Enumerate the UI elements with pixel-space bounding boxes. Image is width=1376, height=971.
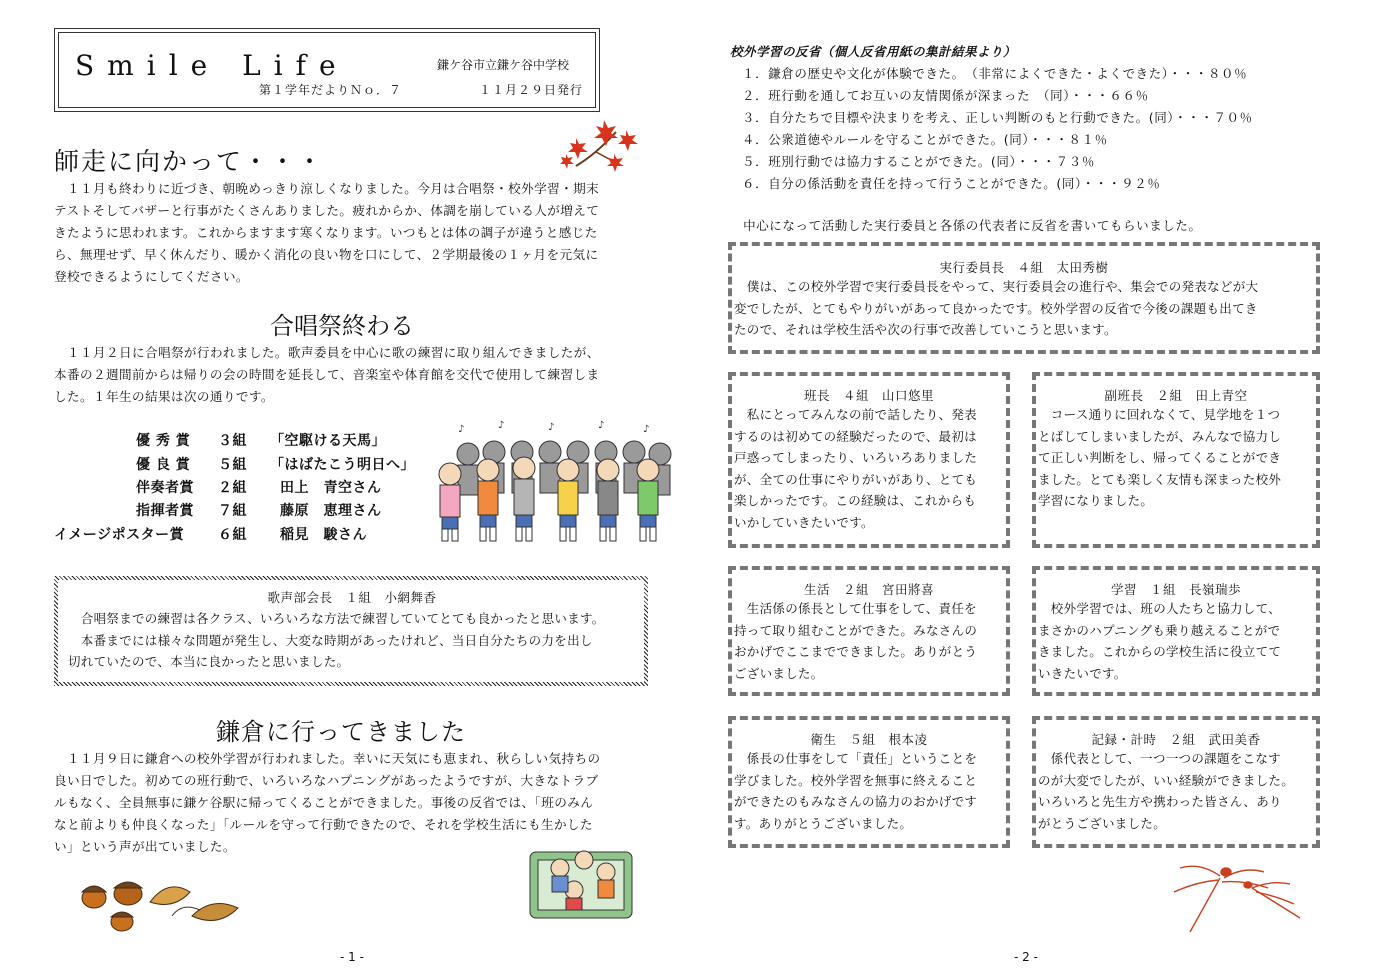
box-title: 実行委員長 ４組 太田秀樹 [939,260,1109,275]
page-number-right: - 2 - [1014,950,1038,964]
box-line: 係代表として、一つ一つの課題をこなす [1038,751,1281,766]
svg-text:♪: ♪ [548,422,555,433]
survey-intro: 中心になって活動した実行委員と各係の代表者に反省を書いてもらいました。 [730,218,1202,233]
award-detail: 「はばたこう明日へ」 [270,457,415,473]
award-detail: 田上 青空さん [280,480,382,496]
study-comment-box [1032,566,1320,696]
box-line: 学習になりました。 [1038,493,1154,508]
box-line: が、全ての仕事にやりがいがあり、とても [734,471,978,487]
box-body [68,608,636,673]
box-line: ございました。 [734,665,824,681]
article3-line: い」という声が出ていました。 [54,839,236,854]
box-line: 僕は、この校外学習で実行委員長をやって、実行委員会の進行や、集会での発表などが大 [734,279,1259,294]
box-line: のが大変でしたが、いい経験ができました。 [1038,772,1295,788]
box-line: 合唱祭までの練習は各クラス、いろいろな方法で練習していてとても良かったと思います。 [68,611,605,626]
article1-line: ら、無理せず、早く休んだり、暖かく消化の良い物を口にして、２学期最後の１ヶ月を元気に [54,247,599,262]
survey-item: ３．自分たちで目標や決まりを考え、正しい判断のもと行動できた。(同）・・・７０％ [742,110,1253,125]
acorns-leaves-illustration [72,872,244,936]
award-prize: 伴奏者賞 [136,480,194,496]
article2-line: した。１年生の結果は次の通りです。 [54,389,274,404]
box-line: ました。とても楽しく友情も深まった校外 [1038,471,1282,487]
box-line: いきたいです。 [1038,665,1127,681]
health-comment-box [728,716,1010,848]
box-body [1038,598,1314,684]
survey-item: １．鎌倉の歴史や文化が体験できた。 （非常によくできた・よくできた）・・・８０％ [742,66,1248,81]
article2-line: 本番の２週間前からは帰りの会の時間を延長して、音楽室や体育館を交代で使用して練習しま [54,367,600,382]
survey-item: ６．自分の係活動を責任を持って行うことができた。(同）・・・９２％ [742,176,1161,191]
box-line: とばしてしまいましたが、みんなで協力し [1038,428,1282,444]
box-body [734,598,1004,684]
award-class: ５組 [218,457,247,473]
box-line: いかしていきたいです。 [734,514,874,530]
article2-heading: 合唱祭終わる [270,312,414,340]
survey-heading: 校外学習の反省（個人反省用紙の集計結果より） [730,44,1017,59]
award-detail: 藤原 恵理さん [280,503,382,519]
svg-text:♪: ♪ [598,420,605,431]
issue-number: 第１学年だよりＮｏ．７ [259,83,403,97]
article2-body [54,342,654,408]
box-line: コース通りに回れなくて、見学地を１つ [1038,407,1281,422]
box-line: 私にとってみんなの前で話したり、発表 [734,407,977,422]
chorus-comment-box [54,576,648,686]
award-prize: イメージポスター賞 [54,527,185,543]
box-line: 学びました。校外学習を無事に終えること [734,772,978,788]
leader-comment-box [728,372,1010,548]
box-line: す。ありがとうございました。 [734,815,913,831]
newsletter-title: Smile Life [75,49,349,82]
article3-heading: 鎌倉に行ってきました [216,718,466,746]
box-line: 楽しかったです。この経験は、これからも [734,493,977,508]
chair-comment-box [728,242,1320,354]
students-train-illustration [528,836,634,920]
box-line: するのは初めての経験だったので、最初は [734,428,977,444]
box-line: 校外学習では、班の人たちと協力して、 [1038,601,1281,616]
subleader-comment-box [1032,372,1320,548]
article3-line: １１月９日に鎌倉への校外学習が行われました。幸いに天気にも恵まれ、秋らしい気持ちの [54,751,601,766]
box-title: 生活 ２組 宮田將喜 [803,582,934,597]
box-line: 生活係の係長として仕事をして、責任を [734,601,977,616]
survey-item: ５．班別行動では協力することができた。(同）・・・７３％ [742,154,1095,169]
article1-line: 登校できるようにしてください。 [54,269,249,284]
school-name: 鎌ケ谷市立鎌ケ谷中学校 [437,58,570,72]
box-line: 変でしたが、とてもやりがいがあって良かったです。校外学習の反省で今後の課題も出てき [734,300,1258,316]
award-prize: 優 良 賞 [136,457,191,473]
article2-line: １１月２日に合唱祭が行われました。歌声委員を中心に歌の練習に取り組んできましたが、 [54,345,600,360]
survey-item: ４．公衆道徳やルールを守ることができた。(同）・・・８１％ [742,132,1108,147]
dragonfly-illustration [1160,858,1310,942]
maple-leaves-illustration [556,118,642,174]
box-title: 副班長 ２組 田上青空 [1104,388,1248,403]
box-title: 歌声部会長 １組 小網舞香 [267,590,437,605]
award-detail: 「空駆ける天馬」 [270,433,386,449]
box-body [1038,748,1314,834]
box-line: 係長の仕事をして「責任」ということを [734,751,978,766]
box-line: まさかのハプニングも乗り越えることがで [1038,622,1281,638]
article3-line: ルもなく、全員無事に鎌ケ谷駅に帰ってくることができました。事後の反省では、「班のみん [54,795,594,810]
box-title: 学習 １組 長嶺瑞歩 [1110,582,1241,597]
article1-line: １１月も終わりに近づき、朝晩めっきり涼しくなりました。今月は合唱祭・校外学習・期末 [54,181,600,196]
article3-line: なと前よりも仲良くなった」「ルールを守って行動できたので、それを学校生活にも生かした [54,817,593,832]
survey-item: ２．班行動を通してお互いの友情関係が深まった （同）・・・６６％ [742,88,1149,103]
box-body [734,404,1004,533]
box-body [1038,404,1314,512]
issue-date: １１月２９日発行 [479,83,584,97]
article3-line: 良い日でした。初めての班行動で、いろいろなハプニングがあったようですが、大きなトラブ [54,773,599,788]
box-line: きました。これからの学校生活に役立てて [1038,644,1282,659]
award-class: ３組 [218,433,247,449]
box-line: て正しい判断をし、帰ってくることができ [1038,450,1282,465]
svg-text:♪: ♪ [498,420,505,431]
award-detail: 稲見 駿さん [280,527,367,543]
award-class: ７組 [218,503,247,519]
award-prize: 優 秀 賞 [136,433,191,449]
box-line: がとうございました。 [1038,815,1167,831]
box-line: おかげでここまでできました。ありがとう [734,644,978,659]
page-number-left: - 1 - [340,950,364,964]
article1-line: テストそしてバザーと行事がたくさんありました。疲れからか、体調を崩している人が増えて [54,203,600,218]
award-prize: 指揮者賞 [136,503,194,519]
choir-illustration [428,418,686,550]
box-title: 衛生 ５組 根本凌 [810,732,928,747]
record-comment-box [1032,716,1320,848]
box-line: 持って取り組むことができた。みなさんの [734,622,978,638]
box-line: 戸惑ってしまったり、いろいろありました [734,450,978,465]
box-title: 記録・計時 ２組 武田美香 [1091,732,1261,747]
masthead [54,28,600,112]
box-body [734,748,1004,834]
box-line: ができたのもみなさんの協力のおかげです [734,794,978,809]
article1-body [54,178,654,288]
svg-text:♪: ♪ [643,424,650,435]
article1-heading: 師走に向かって・・・ [54,147,325,176]
box-line: たので、それは学校生活や次の行事で改善していこうと思います。 [734,322,1117,337]
award-class: ６組 [218,527,247,543]
box-body [734,276,1314,341]
svg-text:♪: ♪ [458,424,465,435]
box-line: 切れていたので、本当に良かったと思いました。 [68,654,350,669]
article1-line: きたように思われます。これからますます寒くなります。いつもとは体の調子が違うと感じた [54,225,598,240]
box-line: 本番までには様々な問題が発生し、大変な時期があったけれど、当日自分たちの力を出し [68,632,593,648]
award-class: ２組 [218,480,247,496]
box-title: 班長 ４組 山口悠里 [803,388,934,403]
life-comment-box [728,566,1010,696]
box-line: いろいろと先生方や携わった皆さん、あり [1038,794,1282,809]
